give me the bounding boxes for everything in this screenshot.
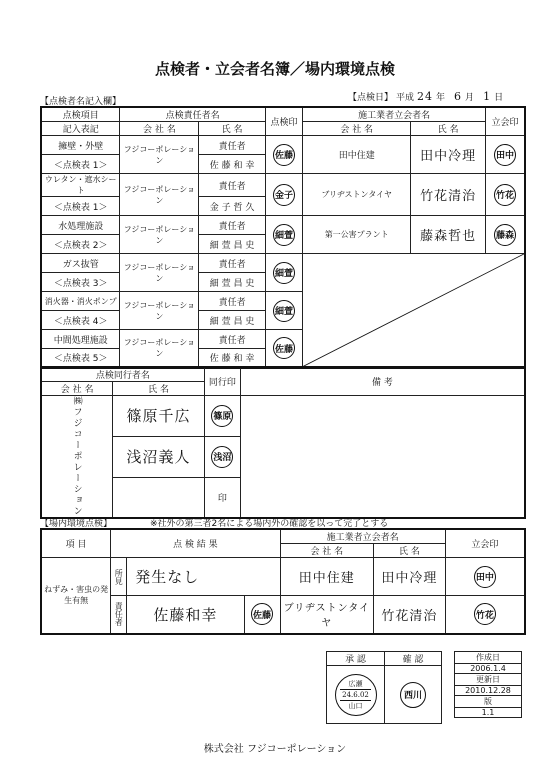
remarks-area bbox=[240, 396, 525, 519]
accompany-seal bbox=[204, 436, 240, 477]
row-company: フジコーポレーション bbox=[120, 254, 199, 292]
row-c-seal-stamp: 藤森 bbox=[494, 224, 516, 246]
footer-company: 株式会社 フジコーポレーション bbox=[203, 744, 347, 755]
updated-label: 更新日 bbox=[455, 674, 522, 686]
inspection-date bbox=[348, 90, 503, 103]
accompany-company: ㈱フジコーポレーション bbox=[41, 396, 113, 519]
header-c-name: 氏 名 bbox=[411, 122, 486, 136]
version-label: 版 bbox=[455, 696, 522, 708]
date-stamp-top: 広瀬 bbox=[348, 679, 363, 688]
findings-label: 所見 bbox=[111, 558, 127, 596]
findings-value: 発生なし bbox=[127, 558, 280, 596]
date-stamp-date: 24.6.02 bbox=[342, 690, 369, 699]
accompany-table bbox=[40, 366, 526, 519]
date-day-unit: 日 bbox=[494, 93, 504, 103]
blank-contractor-area bbox=[303, 254, 525, 368]
date-era: 平成 bbox=[396, 93, 415, 103]
page-title: 点検者・立会者名簿／場内環境点検 bbox=[154, 60, 395, 78]
row-seal-stamp: 細萱 bbox=[273, 224, 295, 246]
row-c-company: ブリヂストンタイヤ bbox=[303, 174, 411, 216]
accompany-seal-header: 同行印 bbox=[204, 367, 240, 396]
accompany-seal: 印 bbox=[204, 477, 240, 518]
accompany-name-header: 氏 名 bbox=[113, 382, 205, 396]
row-seal bbox=[265, 216, 302, 254]
row-c-seal bbox=[485, 216, 525, 254]
row-seal bbox=[265, 136, 302, 174]
row-sheet: ＜点検表 1＞ bbox=[41, 197, 120, 216]
row-item: 中間処理施設 bbox=[41, 330, 120, 349]
header-c-company: 会 社 名 bbox=[303, 122, 411, 136]
env-item: ねずみ・害虫の発生有無 bbox=[41, 558, 111, 634]
accompany-name bbox=[113, 477, 205, 518]
env-note: ※社外の第三者2名による場内外の確認を以って完了とする bbox=[150, 519, 389, 529]
row-resp-label: 責任者 bbox=[199, 330, 265, 349]
date-year-unit: 年 bbox=[436, 93, 446, 103]
date-stamp-bottom: 山口 bbox=[348, 701, 363, 710]
confirm-stamp-cell bbox=[385, 666, 442, 724]
row-sheet: ＜点検表 5＞ bbox=[41, 349, 120, 368]
table-row bbox=[41, 558, 525, 596]
approve-stamp-cell bbox=[327, 666, 385, 724]
row-c-seal bbox=[485, 174, 525, 216]
date-month-unit: 月 bbox=[465, 93, 475, 103]
header-name: 氏 名 bbox=[199, 122, 265, 136]
row-seal-stamp: 金子 bbox=[273, 184, 295, 206]
accompany-seal-stamp: 浅沼 bbox=[211, 446, 233, 468]
date-day: 1 bbox=[483, 90, 492, 103]
row-item: 水処理施設 bbox=[41, 216, 120, 235]
row-resp-label: 責任者 bbox=[199, 216, 265, 235]
row-c-company: 第一公害プラント bbox=[303, 216, 411, 254]
row-seal bbox=[265, 292, 302, 330]
env-table bbox=[40, 528, 526, 635]
confirm-header: 確 認 bbox=[385, 652, 442, 666]
date-label: 【点検日】 bbox=[348, 93, 394, 103]
env-result-header: 点 検 結 果 bbox=[111, 529, 280, 558]
created-label: 作成日 bbox=[455, 652, 522, 664]
env-contractor-header: 施工業者立会者名 bbox=[280, 529, 445, 544]
inspector-table bbox=[40, 106, 526, 369]
header-resp: 点検責任者名 bbox=[120, 107, 265, 122]
row-name: 金 子 哲 久 bbox=[199, 197, 265, 216]
date-year: 24 bbox=[417, 90, 434, 103]
row-c-name: 田中冷理 bbox=[411, 136, 486, 174]
accompany-seal-stamp: 篠原 bbox=[211, 405, 233, 427]
accompany-name: 浅沼義人 bbox=[113, 436, 205, 477]
env-c-company: 田中住建 bbox=[280, 558, 374, 596]
header-item: 点検項目 bbox=[41, 107, 120, 122]
row-c-company: 田中住建 bbox=[303, 136, 411, 174]
table-row bbox=[41, 596, 525, 634]
row-name: 細 萱 昌 史 bbox=[199, 311, 265, 330]
header-witness-seal: 立会印 bbox=[485, 107, 525, 136]
row-sheet: ＜点検表 4＞ bbox=[41, 311, 120, 330]
row-name: 細 萱 昌 史 bbox=[199, 273, 265, 292]
header-company: 会 社 名 bbox=[120, 122, 199, 136]
row-seal-stamp: 細萱 bbox=[273, 300, 295, 322]
approval-box bbox=[326, 651, 442, 724]
inspector-section-label: 【点検者名記入欄】 bbox=[40, 97, 122, 107]
env-resp-label: 責任者 bbox=[111, 596, 127, 634]
table-row bbox=[41, 174, 525, 197]
env-resp-name: 佐藤和幸 bbox=[127, 596, 244, 634]
date-month: 6 bbox=[454, 90, 463, 103]
row-company: フジコーポレーション bbox=[120, 174, 199, 216]
table-row bbox=[41, 136, 525, 155]
confirm-seal-stamp: 西川 bbox=[400, 682, 426, 708]
row-c-name: 竹花清治 bbox=[411, 174, 486, 216]
env-c-seal-stamp: 田中 bbox=[474, 566, 496, 588]
diagonal-strike bbox=[303, 254, 524, 367]
row-seal bbox=[265, 254, 302, 292]
env-section-label: 【場内環境点検】 bbox=[40, 519, 113, 529]
remarks-header: 備 考 bbox=[240, 367, 525, 396]
row-company: フジコーポレーション bbox=[120, 216, 199, 254]
row-resp-label: 責任者 bbox=[199, 254, 265, 273]
updated-date: 2010.12.28 bbox=[455, 686, 522, 696]
row-c-name: 藤森哲也 bbox=[411, 216, 486, 254]
row-sheet: ＜点検表 2＞ bbox=[41, 235, 120, 254]
row-resp-label: 責任者 bbox=[199, 136, 265, 155]
header-seal: 点検印 bbox=[265, 107, 302, 136]
header-entry-sheet: 記入表記 bbox=[41, 122, 120, 136]
row-seal-stamp: 細萱 bbox=[273, 262, 295, 284]
env-witness-seal-header: 立会印 bbox=[445, 529, 525, 558]
row-item: 消火器・消火ポンプ bbox=[41, 292, 120, 311]
row-name: 佐 藤 和 幸 bbox=[199, 155, 265, 174]
row-seal-stamp: 佐藤 bbox=[273, 144, 295, 166]
env-c-name: 竹花清治 bbox=[374, 596, 446, 634]
row-item: ガス抜管 bbox=[41, 254, 120, 273]
row-company: フジコーポレーション bbox=[120, 136, 199, 174]
accompany-seal bbox=[204, 396, 240, 437]
row-name: 細 萱 昌 史 bbox=[199, 235, 265, 254]
env-item-header: 項 目 bbox=[41, 529, 111, 558]
header-contractor: 施工業者立会者名 bbox=[303, 107, 486, 122]
row-sheet: ＜点検表 3＞ bbox=[41, 273, 120, 292]
row-company: フジコーポレーション bbox=[120, 292, 199, 330]
list-item bbox=[41, 396, 525, 437]
date-stamp bbox=[335, 674, 377, 716]
row-resp-label: 責任者 bbox=[199, 174, 265, 197]
row-item: ウレタン・遮水シート bbox=[41, 174, 120, 197]
row-sheet: ＜点検表 1＞ bbox=[41, 155, 120, 174]
row-seal bbox=[265, 330, 302, 368]
env-c-company: ブリヂストンタイヤ bbox=[280, 596, 374, 634]
row-name: 佐 藤 和 幸 bbox=[199, 349, 265, 368]
env-resp-seal-stamp: 佐藤 bbox=[251, 603, 273, 625]
table-row bbox=[41, 254, 525, 273]
row-item: 擁壁・外壁 bbox=[41, 136, 120, 155]
env-c-seal bbox=[445, 558, 525, 596]
row-seal bbox=[265, 174, 302, 216]
env-c-seal bbox=[445, 596, 525, 634]
env-c-company-header: 会 社 名 bbox=[280, 544, 374, 558]
row-c-seal-stamp: 竹花 bbox=[494, 184, 516, 206]
env-c-name-header: 氏 名 bbox=[374, 544, 446, 558]
row-c-seal bbox=[485, 136, 525, 174]
accompany-company-header: 会 社 名 bbox=[41, 382, 113, 396]
row-seal-stamp: 佐藤 bbox=[273, 337, 295, 359]
table-row bbox=[41, 216, 525, 235]
created-date: 2006.1.4 bbox=[455, 664, 522, 674]
approve-header: 承 認 bbox=[327, 652, 385, 666]
env-resp-seal bbox=[244, 596, 280, 634]
row-resp-label: 責任者 bbox=[199, 292, 265, 311]
row-c-seal-stamp: 田中 bbox=[494, 144, 516, 166]
accompany-name: 篠原千広 bbox=[113, 396, 205, 437]
env-c-seal-stamp: 竹花 bbox=[474, 603, 496, 625]
env-c-name: 田中冷理 bbox=[374, 558, 446, 596]
accompany-header: 点検同行者名 bbox=[41, 367, 204, 382]
row-company: フジコーポレーション bbox=[120, 330, 199, 368]
version-box bbox=[454, 651, 522, 718]
version-number: 1.1 bbox=[455, 708, 522, 718]
